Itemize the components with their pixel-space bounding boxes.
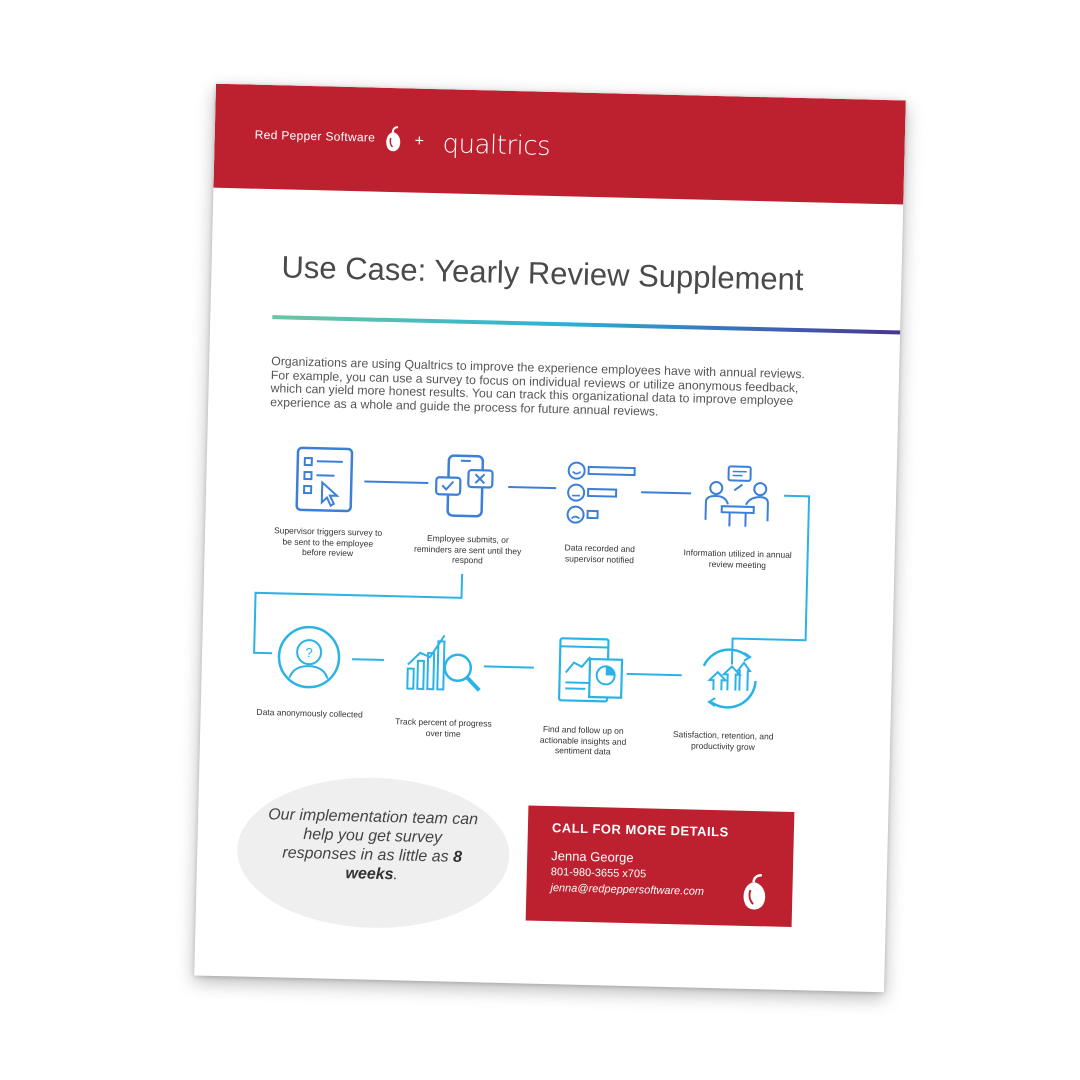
svg-text:?: ? xyxy=(305,645,313,661)
phone-chat-icon xyxy=(433,453,497,520)
contact-box xyxy=(526,806,795,927)
step-label: Supervisor triggers survey to be sent to the employee before review xyxy=(273,525,383,559)
flyer-page xyxy=(194,84,906,993)
step-label: Find and follow up on actionable insights and sentiment data xyxy=(539,723,627,757)
callout-highlight: 8 weeks xyxy=(345,848,463,884)
anonymous-user-icon xyxy=(275,623,343,691)
pepper-logo-icon xyxy=(738,873,769,914)
step-label: Track percent of progress over time xyxy=(395,716,492,739)
step-label: Satisfaction, retention, and productivity grow xyxy=(672,729,774,752)
report-icon xyxy=(555,636,627,706)
chart-magnifier-icon xyxy=(403,628,491,696)
meeting-icon xyxy=(701,464,773,532)
callout-line: Our implementation team can help you get survey responses in as little as xyxy=(268,806,479,866)
sentiment-scale-icon xyxy=(565,460,639,526)
step-label: Data recorded and supervisor notified xyxy=(564,542,636,565)
page-title: Use Case: Yearly Review Supplement xyxy=(281,249,804,298)
contact-email[interactable]: jenna@redpeppersoftware.com xyxy=(550,882,705,898)
step-label: Employee submits, or reminders are sent until they respond xyxy=(413,532,522,566)
contact-name: Jenna George xyxy=(551,848,634,866)
callout-end: . xyxy=(393,866,399,884)
brand-name: Red Pepper Software xyxy=(254,127,376,145)
step-label: Information utilized in annual review meeting xyxy=(683,547,792,570)
plus-sign: + xyxy=(414,132,425,150)
step-label: Data anonymously collected xyxy=(256,706,363,720)
contact-heading: CALL FOR MORE DETAILS xyxy=(551,820,729,840)
partner-logo: qualtrics xyxy=(442,129,551,162)
callout-text xyxy=(267,805,479,886)
intro-paragraph: Organizations are using Qualtrics to improve the experience employees have with annual reviews. For example, you can use a survey to focus on individual reviews or utilize anonymous feedback, which can yield more honest results. You can track this organizational data to improve employee experience as a whole and guide the process for future annual reviews. xyxy=(270,354,806,419)
contact-phone[interactable]: 801-980-3655 x705 xyxy=(550,866,647,881)
survey-checklist-icon xyxy=(294,446,358,513)
growth-cycle-icon xyxy=(693,644,763,712)
